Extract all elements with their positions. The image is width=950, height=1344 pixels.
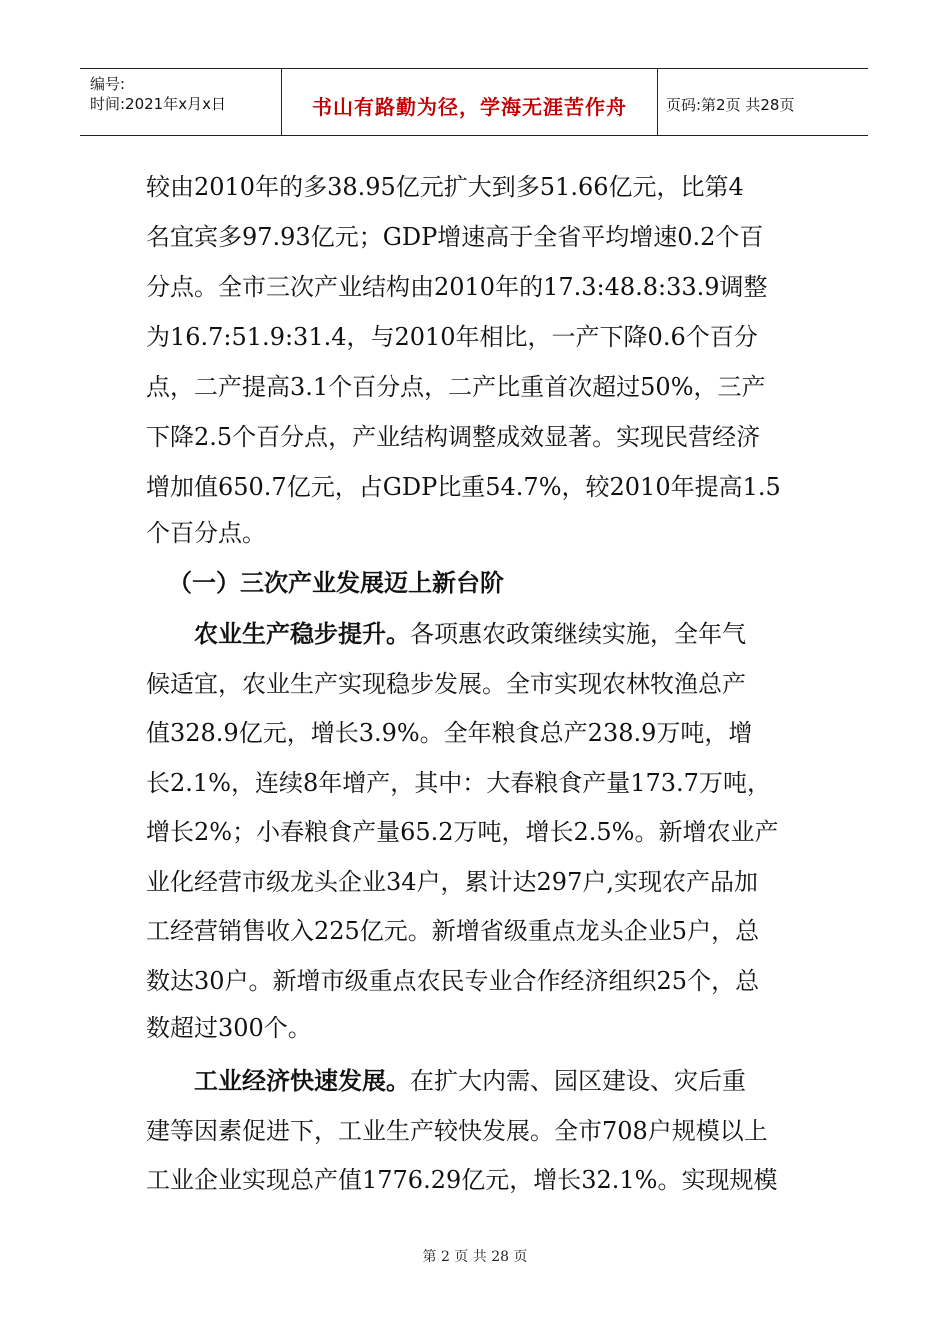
header-motto: 书山有路勤为径，学海无涯苦作舟 xyxy=(312,95,627,119)
header-page-cell xyxy=(658,69,868,135)
para1-line-5: 点，二产提高3.1个百分点，二产比重首次超过50%，三产 xyxy=(146,373,766,401)
agri-line-2: 候适宜，农业生产实现稳步发展。全市实现农林牧渔总产 xyxy=(146,670,746,698)
para1-line-8: 个百分点。 xyxy=(146,519,266,547)
para1-line-7: 增加值650.7亿元，占GDP比重54.7%，较2010年提高1.5 xyxy=(146,473,781,501)
para1-line-1: 较由2010年的多38.95亿元扩大到多51.66亿元，比第4 xyxy=(146,173,744,201)
ind-bold-lead: 工业经济快速发展。 xyxy=(194,1067,410,1095)
page-footer: 第 2 页 共 28 页 xyxy=(422,1249,528,1265)
doc-number-label: 编号: xyxy=(90,75,126,93)
agri-line-4: 长2.1%，连续8年增产，其中：大春粮食产量173.7万吨， xyxy=(146,769,771,797)
section-heading: （一）三次产业发展迈上新台阶 xyxy=(168,569,504,597)
agri-line-3: 值328.9亿元，增长3.9%。全年粮食总产238.9万吨，增 xyxy=(146,719,753,747)
agri-bold-lead: 农业生产稳步提升。 xyxy=(194,620,410,648)
header-motto-cell xyxy=(282,69,658,135)
agri-line-7: 工经营销售收入225亿元。新增省级重点龙头企业5户，总 xyxy=(146,917,760,945)
agri-first-rest: 各项惠农政策继续实施，全年气 xyxy=(410,620,746,648)
para1-line-3: 分点。全市三次产业结构由2010年的17.3:48.8:33.9调整 xyxy=(146,273,768,301)
doc-time-label: 时间:2021年x月x日 xyxy=(90,95,226,113)
para1-line-2: 名宜宾多97.93亿元；GDP增速高于全省平均增速0.2个百 xyxy=(146,223,764,251)
para1-line-4: 为16.7:51.9:31.4，与2010年相比，一产下降0.6个百分 xyxy=(146,323,758,351)
agri-line-5: 增长2%；小春粮食产量65.2万吨，增长2.5%。新增农业产 xyxy=(146,818,779,846)
agri-first-line xyxy=(194,619,746,649)
agri-line-9: 数超过300个。 xyxy=(146,1014,312,1042)
ind-first-line xyxy=(194,1066,746,1096)
agri-line-8: 数达30户。新增市级重点农民专业合作经济组织25个，总 xyxy=(146,967,760,995)
document-header xyxy=(80,68,868,136)
ind-line-3: 工业企业实现总产值1776.29亿元，增长32.1%。实现规模 xyxy=(146,1166,778,1194)
ind-line-2: 建等因素促进下，工业生产较快发展。全市708户规模以上 xyxy=(146,1117,768,1145)
agri-line-6: 业化经营市级龙头企业34户，累计达297户,实现农产品加 xyxy=(146,868,758,896)
ind-first-rest: 在扩大内需、园区建设、灾后重 xyxy=(410,1067,746,1095)
header-info-cell xyxy=(80,69,282,135)
para1-line-6: 下降2.5个百分点，产业结构调整成效显著。实现民营经济 xyxy=(146,423,761,451)
header-page-label: 页码:第2页 共28页 xyxy=(666,96,795,114)
